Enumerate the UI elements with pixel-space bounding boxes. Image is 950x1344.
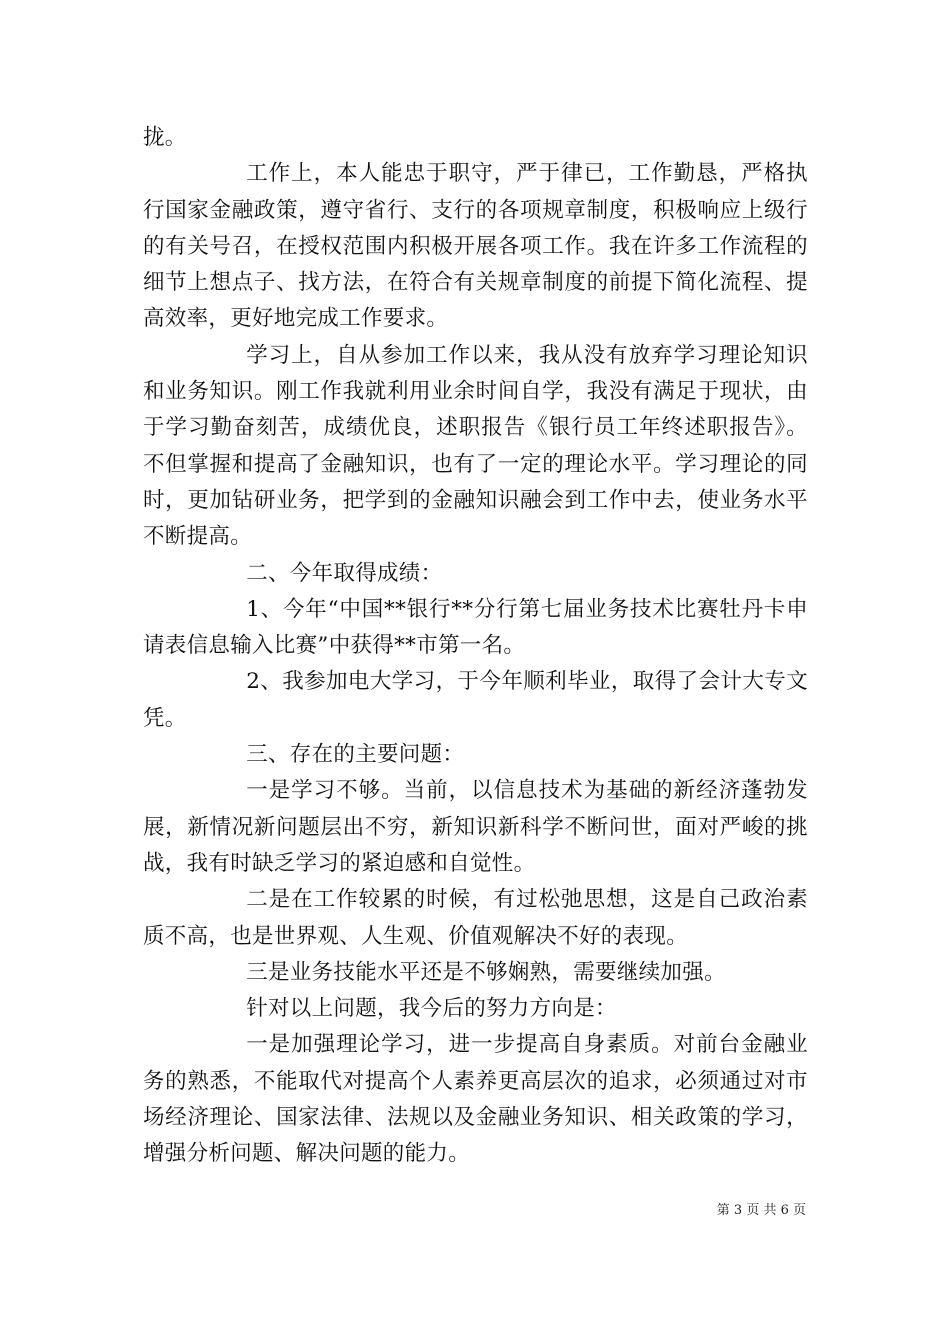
achievement-item-2: 2、我参加电大学习，于今年顺利毕业，取得了会计大专文凭。 — [143, 669, 808, 731]
problem-item-1: 一是学习不够。当前，以信息技术为基础的新经济蓬勃发展，新情况新问题层出不穷，新知识新科学不断问世，面对严峻的挑战，我有时缺乏学习的紧迫感和自觉性。 — [143, 778, 808, 876]
problem-item-2: 二是在工作较累的时候，有过松弛思想，这是自己政治素质不高，也是世界观、人生观、价值观解决不好的表现。 — [143, 887, 808, 949]
paragraph-continuation: 拢。 — [143, 125, 187, 150]
improvement-intro: 针对以上问题，我今后的努力方向是： — [246, 996, 617, 1022]
improvement-item-1: 一是加强理论学习，进一步提高自身素质。对前台金融业务的熟悉，不能取代对提高个人素养更高层次的追求，必须通过对市场经济理论、国家法律、法规以及金融业务知识、相关政策的学习，增强分析问题、解决问题的能力。 — [143, 1032, 808, 1167]
problem-item-3: 三是业务技能水平还是不够娴熟，需要继续加强。 — [246, 959, 726, 985]
section-heading-achievements: 二、今年取得成绩： — [246, 560, 443, 586]
page-number-footer: 第 3 页 共 6 页 — [716, 1203, 806, 1218]
document-body — [143, 120, 808, 1173]
paragraph-study: 学习上，自从参加工作以来，我从没有放弃学习理论知识和业务知识。刚工作我就利用业余时间自学，我没有满足于现状，由于学习勤奋刻苦，成绩优良，述职报告《银行员工年终述职报告》。不但掌握和提高了金融知识，也有了一定的理论水平。学习理论的同时，更加钻研业务，把学到的金融知识融会到工作中去，使业务水平不断提高。 — [143, 342, 808, 550]
paragraph-work: 工作上，本人能忠于职守，严于律已，工作勤恳，严格执行国家金融政策，遵守省行、支行的各项规章制度，积极响应上级行的有关号召，在授权范围内积极开展各项工作。我在许多工作流程的细节上想点子、找方法，在符合有关规章制度的前提下简化流程、提高效率，更好地完成工作要求。 — [143, 161, 808, 332]
section-heading-problems: 三、存在的主要问题： — [246, 742, 465, 768]
achievement-item-1: 1、今年“中国**银行**分行第七届业务技术比赛牡丹卡申请表信息输入比赛”中获得**市第一名。 — [143, 596, 808, 659]
